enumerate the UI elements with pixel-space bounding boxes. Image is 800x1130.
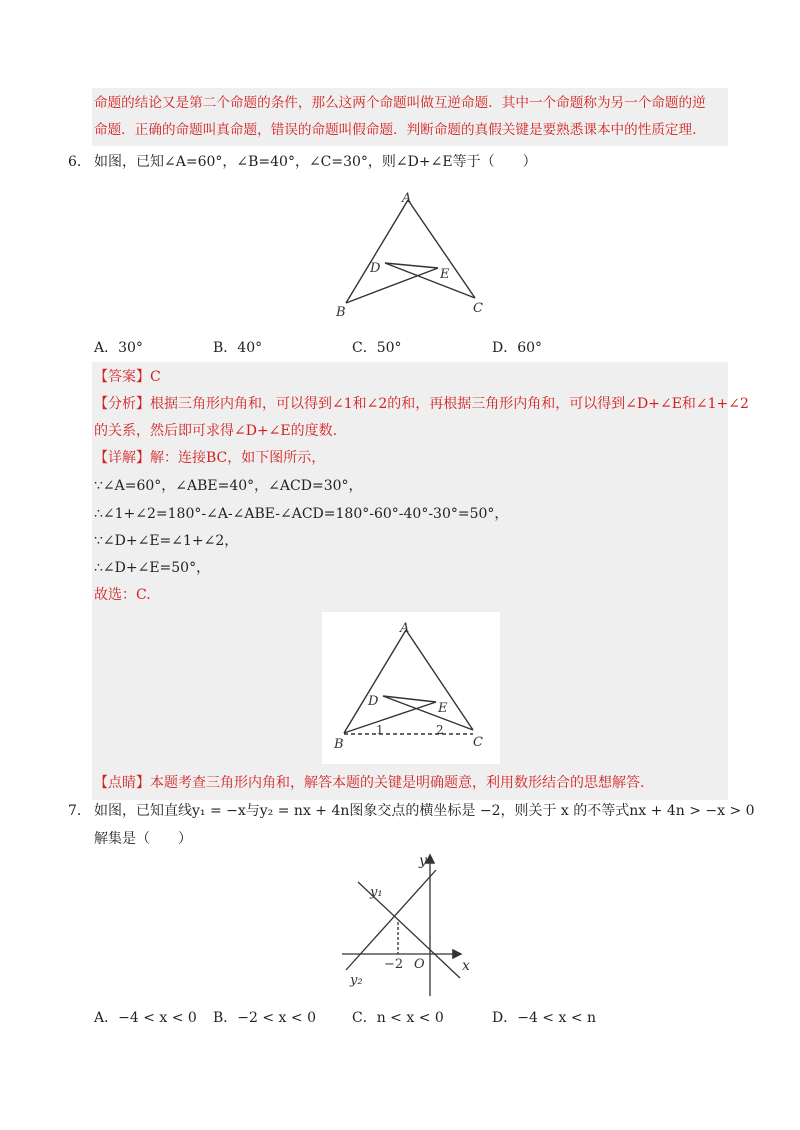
q6-stem: 如图，已知∠A=60°，∠B=40°，∠C=30°，则∠D+∠E等于（ ） [94, 154, 537, 170]
q6-option-b: B．40° [213, 340, 263, 356]
q7-stem-line-1: 如图，已知直线y₁ = −x与y₂ = nx + 4n图象交点的横坐标是 −2，则关于 x 的不等式nx + 4n > −x > 0 [94, 803, 755, 819]
q6-number: 6． [68, 154, 91, 170]
label-A: A [400, 621, 410, 636]
q6-triangle-figure [330, 188, 500, 323]
q7-option-a: A．−4 < x < 0 [94, 1010, 197, 1026]
q6-step-4: ∴∠D+∠E=50°， [94, 560, 211, 576]
q6-option-c: C．50° [352, 340, 402, 356]
q7-stem-line-2: 解集是（ ） [94, 831, 192, 847]
q5-solution-line-1: 命题的结论又是第二个命题的条件，那么这两个命题叫做互逆命题．其中一个命题称为另一个命题的逆 [94, 95, 706, 111]
detail-tag: 【详解】 [94, 450, 150, 466]
segment-BE [344, 702, 436, 733]
label-C: C [473, 301, 483, 316]
side-AB [346, 200, 408, 303]
label-C: C [473, 735, 483, 750]
label-B: B [336, 305, 346, 320]
q6-conclusion: 故选：C. [94, 587, 151, 603]
label-angle-2: 2 [436, 723, 444, 737]
q6-option-d: D．60° [492, 340, 543, 356]
q7-graph [336, 850, 486, 1000]
line-y2 [346, 870, 436, 970]
comment-text: 本题考查三角形内角和，解答本题的关键是明确题意，利用数形结合的思想解答. [150, 775, 645, 791]
q6-step-1: ∵∠A=60°，∠ABE=40°，∠ACD=30°， [94, 478, 363, 494]
label-D: D [368, 694, 379, 709]
q6-analysis-line-1 [94, 394, 749, 414]
side-AC [408, 200, 475, 298]
label-B: B [334, 737, 344, 752]
q6-comment [94, 773, 644, 793]
q6-option-a: A．30° [94, 340, 143, 356]
side-AB [344, 630, 406, 733]
q6-analysis-line-2: 的关系，然后即可求得∠D+∠E的度数. [94, 423, 338, 439]
label-D: D [370, 261, 381, 276]
label-origin: O [414, 957, 425, 972]
label-A: A [402, 191, 412, 206]
q5-solution-line-2: 命题．正确的命题叫真命题，错误的命题叫假命题．判断命题的真假关键是要熟悉课本中的性质定理. [94, 122, 697, 138]
label-x: x [462, 958, 470, 974]
label-angle-1: 1 [376, 723, 384, 737]
q7-option-b: B．−2 < x < 0 [213, 1010, 316, 1026]
segment-BE [346, 268, 438, 303]
q7-number: 7． [68, 803, 91, 819]
label-minus2: −2 [384, 957, 404, 972]
label-E: E [440, 267, 450, 282]
label-E: E [438, 701, 448, 716]
label-y2: y₂ [350, 973, 363, 988]
answer-tag: 【答案】 [94, 369, 150, 385]
analysis-tag: 【分析】 [94, 396, 150, 412]
q7-option-d: D．−4 < x < n [492, 1010, 597, 1026]
detail-text: 解：连接BC，如下图所示， [150, 450, 326, 466]
q6-solution-figure [328, 618, 498, 753]
q6-detail-intro [94, 448, 325, 468]
segment-CD [385, 263, 475, 298]
answer-value: C [150, 369, 161, 385]
comment-tag: 【点睛】 [94, 775, 150, 791]
analysis-text: 根据三角形内角和，可以得到∠1和∠2的和，再根据三角形内角和，可以得到∠D+∠E和∠1+∠2 [150, 396, 749, 412]
q6-answer [94, 367, 161, 387]
q7-option-c: C．n < x < 0 [352, 1010, 444, 1026]
q6-step-3: ∵∠D+∠E=∠1+∠2， [94, 533, 239, 549]
q6-step-2: ∴∠1+∠2=180°-∠A-∠ABE-∠ACD=180°-60°-40°-30°=50°， [94, 506, 509, 522]
label-y: y [419, 853, 427, 869]
label-y1: y₁ [370, 885, 383, 900]
